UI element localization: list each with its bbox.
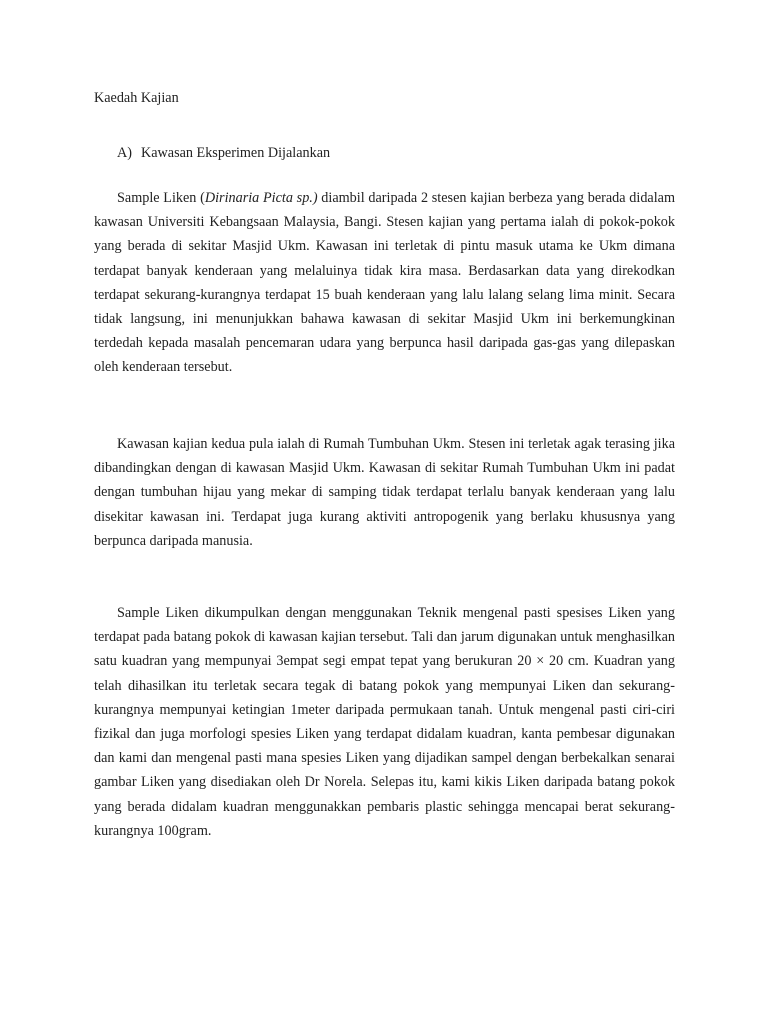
species-name: Dirinaria Picta sp.) [204,190,318,206]
document-title: Kaedah Kajian [94,90,179,106]
paragraph-1-body: diambil daripada 2 stesen kajian berbeza yang berada didalam kawasan Universiti Kebangsaan Malaysia, Bangi. Stesen kajian yang pertama ialah di pokok-pokok yang berada di sekitar Masjid Ukm. Kawasan ini terletak di pintu masuk utama ke Ukm dimana terdapat banyak kenderaan yang melaluinya tidak kira masa. Berdasarkan data yang direkodkan terdapat sekurang-kurangnya terdapat 15 buah kenderaan yang lalu lalang selang lima minit. Secara tidak langsung, ini menunjukkan bahawa kawasan di sekitar Masjid Ukm ini berkemungkinan terdedah kepada masalah pencemaran udara yang berpunca hasil daripada gas-gas yang dilepaskan oleh kenderaan tersebut. [94,190,675,376]
paragraph-second-site: Kawasan kajian kedua pula ialah di Rumah Tumbuhan Ukm. Stesen ini terletak agak terasing jika dibandingkan dengan di kawasan Masjid Ukm. Kawasan di sekitar Rumah Tumbuhan Ukm ini padat dengan tumbuhan hijau yang mekar di samping tidak terdapat terlalu banyak kenderaan yang lalu disekitar kawasan ini. Terdapat juga kurang aktiviti antropogenik yang berlaku khususnya yang berpunca daripada manusia. [94,436,675,549]
paragraph-study-sites [94,186,675,380]
section-heading [117,143,330,163]
paragraph-1-intro: Sample Liken ( [117,190,205,206]
section-title: Kawasan Eksperimen Dijalankan [141,145,331,161]
section-marker: A) [117,145,132,161]
paragraph-sampling-method: Sample Liken dikumpulkan dengan menggunakan Teknik mengenal pasti spesises Liken yang terdapat pada batang pokok di kawasan kajian tersebut. Tali dan jarum digunakan untuk menghasilkan satu kuadran yang mempunyai 3empat segi empat tepat yang berukuran 20 × 20 cm. Kuadran yang telah dihasilkan itu terletak secara tegak di batang pokok yang mempunyai Liken dan sekurang-kurangnya mempunyai ketingian 1meter daripada permukaan tanah. Untuk mengenal pasti ciri-ciri fizikal dan juga morfologi spesies Liken yang terdapat didalam kuadran, kanta pembesar digunakan dan kami dan mengenal pasti mana spesies Liken yang dijadikan sampel dengan berbekalkan senarai gambar Liken yang disediakan oleh Dr Norela. Selepas itu, kami kikis Liken daripada batang pokok yang berada didalam kuadran menggunakkan pembaris plastic sehingga mencapai berat sekurang-kurangnya 100gram. [94,605,675,839]
